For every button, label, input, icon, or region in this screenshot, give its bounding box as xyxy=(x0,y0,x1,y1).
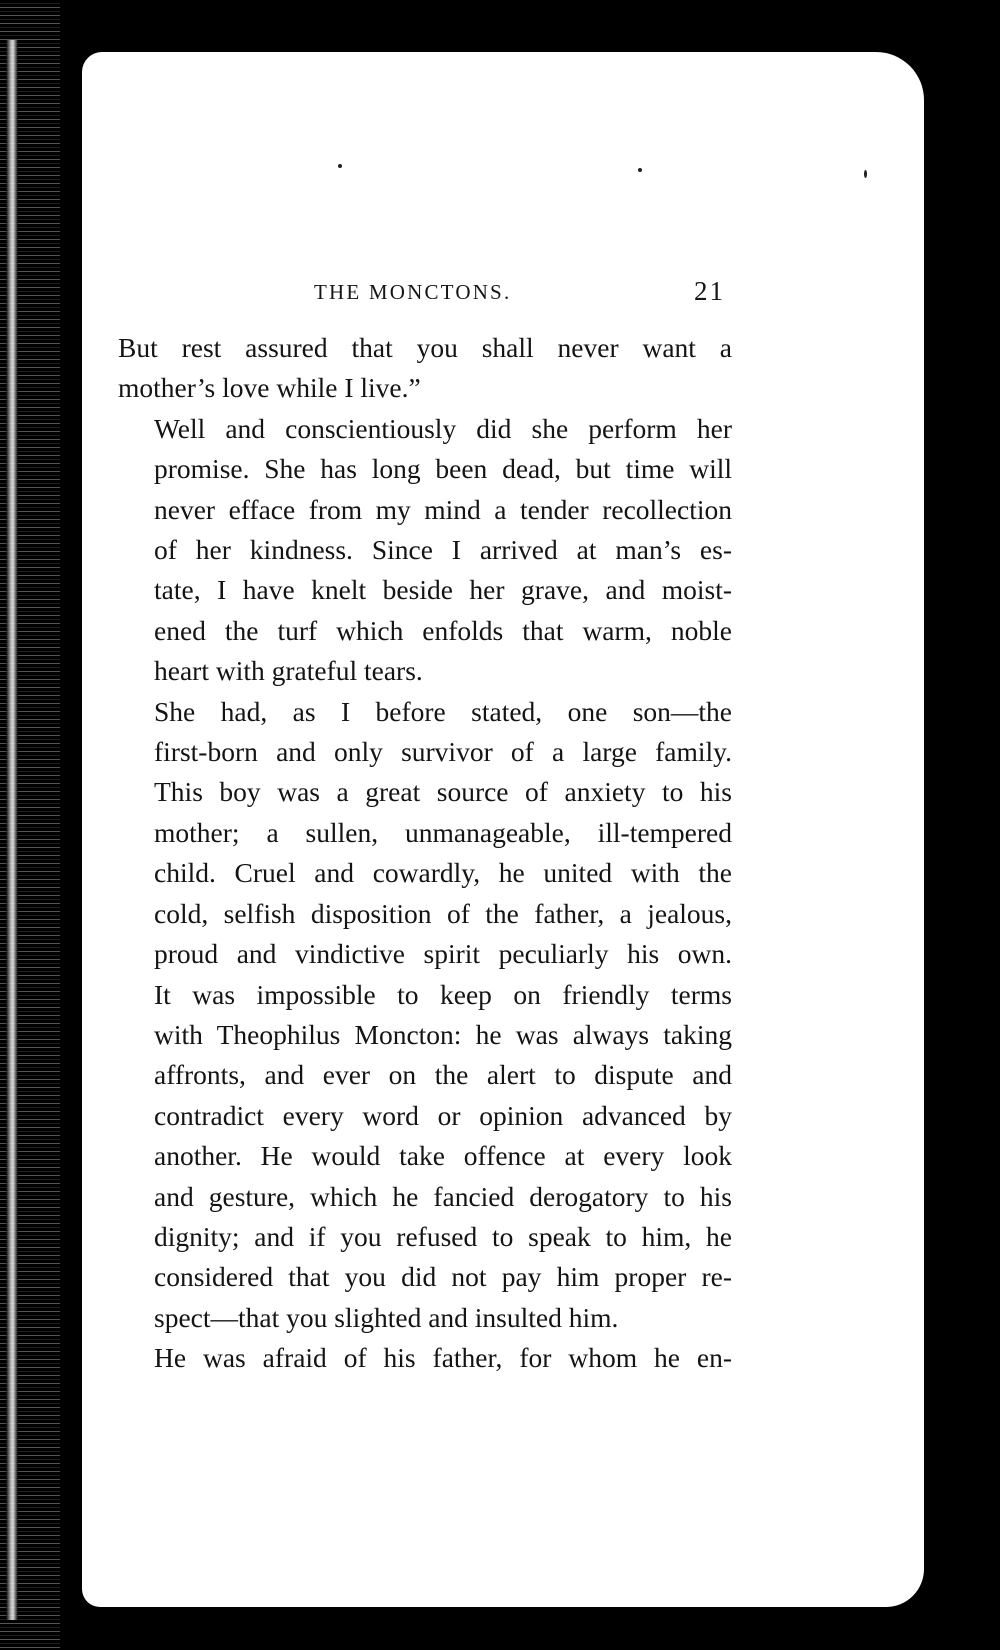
text-line: mother’s love while I live.” xyxy=(118,372,421,404)
page-edge-strip xyxy=(6,40,18,1620)
paragraph xyxy=(118,692,732,1339)
text-line: mother; a sullen, unmanageable, ill-tempered xyxy=(154,816,732,848)
body-text xyxy=(118,328,732,1379)
text-line: considered that you did not pay him proper re- xyxy=(154,1261,732,1293)
text-line: ened the turf which enfolds that warm, noble xyxy=(154,614,732,646)
text-line: another. He would take offence at every look xyxy=(154,1140,732,1172)
text-line: contradict every word or opinion advanced by xyxy=(154,1099,732,1131)
running-title: THE MONCTONS. xyxy=(314,280,512,304)
paragraph xyxy=(118,1338,732,1378)
book-page xyxy=(82,52,924,1607)
text-line: first-born and only survivor of a large family. xyxy=(154,736,732,768)
text-line: Well and conscientiously did she perform her xyxy=(154,412,732,444)
text-line: promise. She has long been dead, but time will xyxy=(154,453,732,485)
paragraph xyxy=(118,409,732,692)
text-line: child. Cruel and cowardly, he united with the xyxy=(154,857,732,889)
text-line: never efface from my mind a tender recollection xyxy=(154,493,732,525)
text-line: dignity; and if you refused to speak to him, he xyxy=(154,1220,732,1252)
page-number: 21 xyxy=(694,276,725,306)
text-line: and gesture, which he fancied derogatory to his xyxy=(154,1180,732,1212)
text-line: cold, selfish disposition of the father, a jealous, xyxy=(154,897,732,929)
paragraph xyxy=(118,328,732,409)
text-line: tate, I have knelt beside her grave, and moist- xyxy=(154,574,732,606)
text-line: proud and vindictive spirit peculiarly his own. xyxy=(154,938,732,970)
text-line: heart with grateful tears. xyxy=(154,655,423,687)
text-line: He was afraid of his father, for whom he en- xyxy=(154,1342,732,1374)
text-line: with Theophilus Moncton: he was always taking xyxy=(154,1018,732,1050)
scan-speck xyxy=(864,170,867,178)
text-line: But rest assured that you shall never want a xyxy=(118,332,732,363)
text-line: spect—that you slighted and insulted him. xyxy=(154,1301,619,1333)
text-line: of her kindness. Since I arrived at man’s es- xyxy=(154,534,732,566)
text-line: It was impossible to keep on friendly terms xyxy=(154,978,732,1010)
scan-speck xyxy=(638,168,642,172)
text-line: This boy was a great source of anxiety to his xyxy=(154,776,732,808)
running-head xyxy=(82,276,924,314)
text-line: She had, as I before stated, one son—the xyxy=(154,695,732,727)
text-line: affronts, and ever on the alert to dispute and xyxy=(154,1059,732,1091)
scan-speck xyxy=(338,164,342,168)
